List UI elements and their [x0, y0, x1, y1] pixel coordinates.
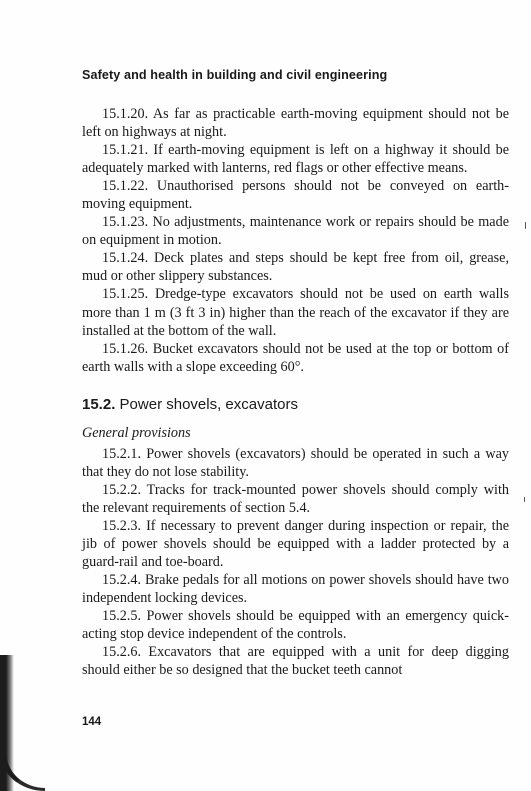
- paragraph: 15.1.20. As far as practicable earth-moving equipment should not be left on highways at night.: [82, 106, 509, 141]
- paragraph: 15.1.24. Deck plates and steps should be kept free from oil, grease, mud or other slippery substances.: [82, 250, 509, 285]
- paragraph: 15.1.25. Dredge-type excavators should not be used on earth walls more than 1 m (3 ft 3 in) higher than the reach of the excavator if they are installed at the bottom of the wall.: [82, 286, 509, 339]
- section-title: Power shovels, excavators: [119, 395, 298, 413]
- paragraph: 15.1.22. Unauthorised persons should not be conveyed on earth-moving equipment.: [82, 178, 509, 213]
- scan-speck: [524, 497, 525, 502]
- page-number: 144: [82, 716, 102, 728]
- paragraph: 15.2.3. If necessary to prevent danger during inspection or repair, the jib of power shovels should be equipped with a ladder protected by a guard-rail and toe-board.: [82, 517, 509, 570]
- subsection-heading: General provisions: [82, 424, 191, 441]
- paragraph: 15.2.5. Power shovels should be equipped with an emergency quick-acting stop device independent of the controls.: [82, 608, 509, 643]
- section-heading: [82, 395, 509, 414]
- paragraph: 15.2.6. Excavators that are equipped with a unit for deep digging should either be so designed that the bucket teeth cannot: [82, 644, 509, 679]
- paragraph: 15.2.4. Brake pedals for all motions on power shovels should have two independent locking devices.: [82, 572, 509, 607]
- paragraph: 15.1.21. If earth-moving equipment is left on a highway it should be adequately marked with lanterns, red flags or other effective means.: [82, 142, 509, 177]
- paragraph: 15.2.1. Power shovels (excavators) should be operated in such a way that they do not lose stability.: [82, 445, 509, 480]
- paragraph: 15.2.2. Tracks for track-mounted power shovels should comply with the relevant requirements of section 5.4.: [82, 481, 509, 516]
- paragraph: 15.1.26. Bucket excavators should not be used at the top or bottom of earth walls with a slope exceeding 60°.: [82, 340, 509, 375]
- paragraph: 15.1.23. No adjustments, maintenance work or repairs should be made on equipment in motion.: [82, 214, 509, 249]
- scan-speck: [525, 222, 526, 229]
- section-number: 15.2.: [82, 395, 116, 413]
- body-text: [82, 105, 509, 679]
- running-head: Safety and health in building and civil engineering: [82, 68, 388, 82]
